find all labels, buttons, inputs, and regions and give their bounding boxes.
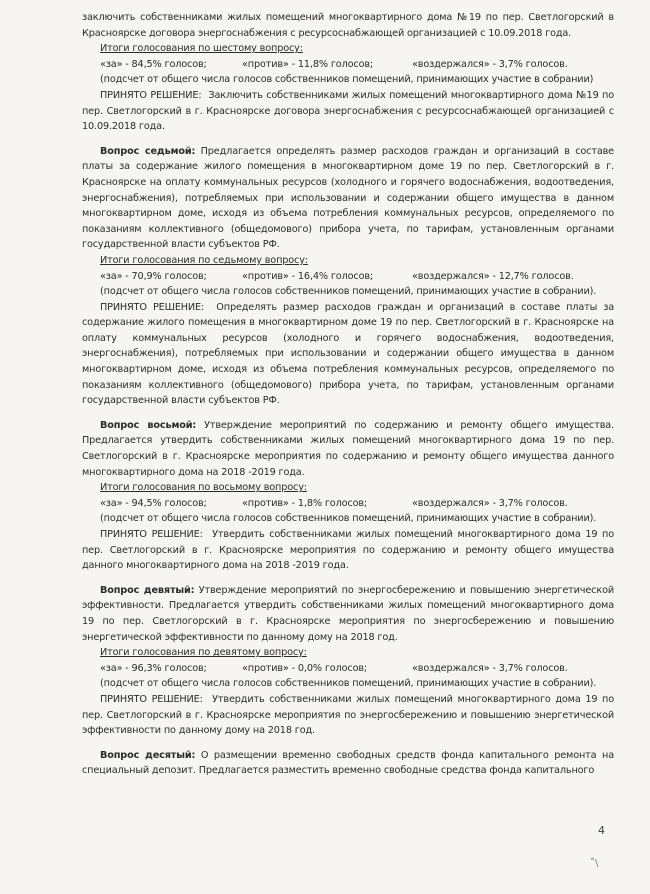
q9-decision-text: Утвердить собственниками жилых помещений многоквартирного дома 19 по пер. Светлогорский в г. Красноярске мероприятия по энергосбережению и повышению энергетической эффективности по данному дому на 2018 год.	[82, 693, 615, 737]
q7-paragraph	[82, 144, 614, 253]
q9-paragraph	[82, 583, 614, 645]
q10-paragraph	[82, 748, 614, 779]
q7-results-title: Итоги голосования по седьмому вопросу:	[100, 254, 308, 266]
q8-vozd: «воздержался» - 3,7% голосов.	[412, 497, 568, 509]
q6-vozd: «воздержался» - 3,7% голосов.	[412, 58, 568, 70]
q8-paragraph	[82, 418, 614, 480]
q8-results-title: Итоги голосования по восьмому вопросу:	[100, 482, 307, 494]
q6-decision	[82, 88, 614, 135]
q9-decision	[82, 692, 614, 739]
q7-decision-label: ПРИНЯТО РЕШЕНИЕ:	[100, 301, 205, 313]
q8-note: (подсчет от общего числа голосов собственников помещений, принимающих участие в собрании).	[100, 513, 597, 525]
q8-decision-label: ПРИНЯТО РЕШЕНИЕ:	[100, 529, 203, 540]
q8-za: «за» - 94,5% голосов;	[100, 497, 207, 509]
q9-za: «за» - 96,3% голосов;	[100, 662, 207, 674]
q7-text: Предлагается определять размер расходов граждан и организаций в составе платы за содержание жилого помещения в многоквартирном доме 19 по пер. Светлогорский в г. Красноярске на оплату коммунальных ресурсов (холодного и горячего водоснабжения, водоотведения, энергоснабжения), потребляемых при использовании и содержании общего имущества в данном многоквартирном доме, исходя из объема потребления коммунальных ресурсов, определяемого по показаниям коллективного (общедомового) прибора учета, по тарифам, установленным органами государственной власти субъектов РФ.	[82, 145, 614, 251]
q9-text: Утверждение мероприятий по энергосбережению и повышению энергетической эффективности. Предлагается утвердить собственниками жилых помещений многоквартирного дома 19 по пер. Светлогорский в г. Красноярске мероприятия по энергосбережению и повышению энергетической эффективности по данному дому на 2018 год.	[82, 584, 614, 643]
q7-decision-text: Определять размер расходов граждан и организаций в составе платы за содержание жилого помещения в многоквартирном доме 19 по пер. Светлогорский в г. Красноярске на оплату коммунальных ресурсов (холодного и горячего водоснабжения, водоотведения, энергоснабжения), потребляемых при использовании и содержании общего имущества в данном многоквартирном доме, исходя из объема потребления коммунальных ресурсов, определяемого по показаниям коллективного (общедомового) прибора учета, по тарифам, установленным органами государственной власти субъектов РФ.	[82, 301, 614, 407]
q7-label: Вопрос седьмой:	[100, 145, 196, 157]
q8-tally	[100, 496, 614, 512]
q9-vozd: «воздержался» - 3,7% голосов.	[412, 662, 568, 674]
q7-vozd: «воздержался» - 12,7% голосов.	[412, 270, 574, 282]
q6-protiv: «против» - 11,8% голосов;	[242, 58, 374, 70]
q9-tally	[100, 661, 614, 677]
q7-note: (подсчет от общего числа голосов собственников помещений, принимающих участие в собрании).	[100, 286, 597, 298]
page-content	[82, 10, 614, 779]
q10-text: О размещении временно свободных средств фонда капитального ремонта на специальный депозит. Предлагается разместить временно свободные средства фонда капитального	[82, 749, 614, 777]
q7-za: «за» - 70,9% голосов;	[100, 270, 207, 282]
q6-note: (подсчет от общего числа голосов собственников помещений, принимающих участие в собрании)	[100, 74, 594, 86]
q7-decision	[82, 300, 614, 409]
q8-text: Утверждение мероприятий по содержанию и ремонту общего имущества. Предлагается утвердить собственниками жилых помещений многоквартирного дома 19 по пер. Светлогорский в г. Красноярске мероприятия по содержанию и ремонту общего имущества данного многоквартирного дома на 2018 -2019 года.	[82, 419, 614, 478]
q9-results-title: Итоги голосования по девятому вопросу:	[100, 647, 307, 659]
q8-decision	[82, 527, 614, 574]
q9-decision-label: ПРИНЯТО РЕШЕНИЕ:	[100, 693, 203, 705]
q8-decision-text: Утвердить собственниками жилых помещений многоквартирного дома 19 по пер. Светлогорский в г. Красноярске мероприятия по содержанию и ремонту общего имущества данного многоквартирного дома на 2018 -2019 года.	[82, 529, 615, 572]
q6-decision-text: Заключить собственниками жилых помещений многоквартирного дома №19 по пер. Светлогорский в г. Красноярске договора энергоснабжения с ресурсоснабжающей организацией с 10.09.2018 года.	[82, 89, 614, 133]
q6-intro: заключить собственниками жилых помещений многоквартирного дома №19 по пер. Светлогорский в Красноярске договора энергоснабжения с ресурсоснабжающей организацией с 10.09.2018 года.	[82, 12, 614, 39]
page-number: 4	[598, 824, 605, 837]
q7-tally	[100, 269, 614, 285]
q9-note: (подсчет от общего числа голосов собственников помещений, принимающих участие в собрании).	[100, 678, 597, 690]
q10-label: Вопрос десятый:	[100, 749, 196, 761]
q6-decision-label: ПРИНЯТО РЕШЕНИЕ:	[100, 89, 202, 101]
q6-tally	[100, 57, 614, 73]
q7-protiv: «против» - 16,4% голосов;	[242, 270, 374, 282]
q6-za: «за» - 84,5% голосов;	[100, 58, 207, 70]
q9-label: Вопрос девятый:	[100, 584, 195, 596]
q9-protiv: «против» - 0,0% голосов;	[242, 662, 368, 674]
scan-mark: ˚\	[590, 858, 599, 869]
q8-label: Вопрос восьмой:	[100, 419, 197, 431]
q6-results-title: Итоги голосования по шестому вопросу:	[100, 43, 303, 55]
q8-protiv: «против» - 1,8% голосов;	[242, 497, 368, 509]
